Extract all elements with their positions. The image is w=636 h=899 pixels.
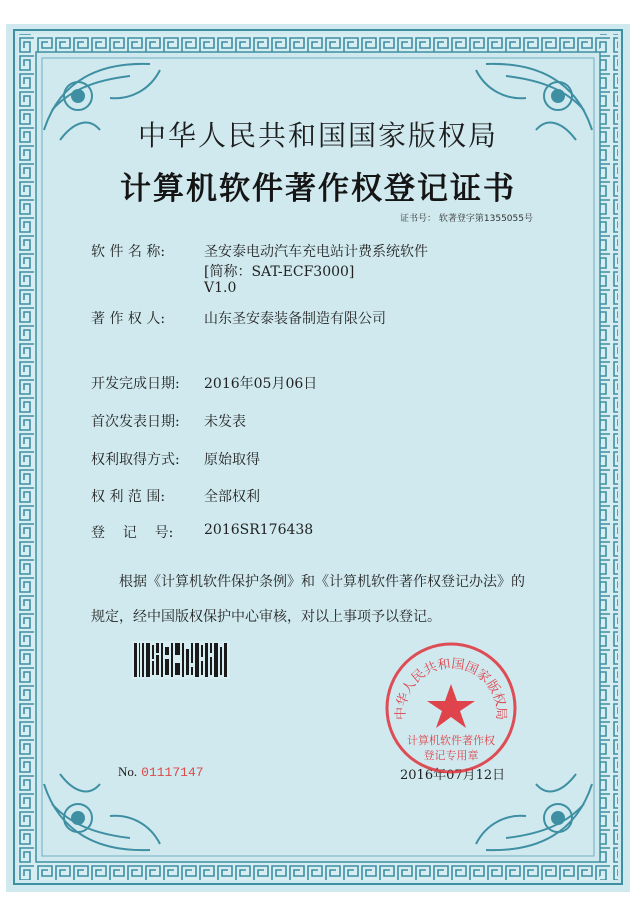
serial-number-value: 01117147 — [141, 765, 204, 780]
serial-number — [118, 764, 204, 780]
certificate-number-value: 软著登字第1355055号 — [438, 214, 533, 224]
seal-star-icon — [427, 684, 475, 728]
owner-row — [91, 308, 386, 328]
registration-number-row — [91, 522, 314, 542]
registration-number-value: 2016SR176438 — [204, 522, 314, 538]
body-text-line-1: 根据《计算机软件保护条例》和《计算机软件著作权登记办法》的 — [119, 574, 525, 590]
acquire-method-value: 原始取得 — [204, 452, 260, 468]
dev-date-value: 2016年05月06日 — [204, 376, 318, 392]
barcode-image — [132, 641, 230, 679]
rights-scope-label: 权 利 范 围: — [91, 489, 166, 505]
serial-number-label: No. — [118, 764, 138, 779]
owner-label: 著 作 权 人: — [91, 311, 166, 327]
seal-ring-text: 中华人民共和国国家版权局 — [393, 656, 509, 721]
software-name-label: 软 件 名 称: — [91, 244, 166, 260]
body-text-line-2: 规定，经中国版权保护中心审核，对以上事项予以登记。 — [91, 609, 441, 625]
software-version: V1.0 — [204, 280, 237, 296]
software-name-value: 圣安泰电动汽车充电站计费系统软件 — [204, 244, 428, 260]
software-short-name: [简称：SAT-ECF3000] — [204, 264, 355, 280]
acquire-method-label: 权利取得方式: — [91, 452, 180, 468]
official-seal — [383, 640, 519, 776]
publish-date-label: 首次发表日期: — [91, 414, 180, 430]
dev-date-label: 开发完成日期: — [91, 376, 180, 392]
owner-value: 山东圣安泰装备制造有限公司 — [204, 311, 386, 327]
dev-date-row — [91, 373, 318, 393]
seal-line-2: 登记专用章 — [423, 749, 479, 762]
publish-date-row — [91, 411, 246, 431]
acquire-method-row — [91, 449, 260, 469]
certificate-number-label: 证书号： — [400, 214, 437, 224]
issuer-title: 中华人民共和国国家版权局 — [137, 119, 498, 152]
issue-date: 2016年07月12日 — [400, 768, 506, 783]
seal-line-1: 计算机软件著作权 — [407, 734, 495, 747]
publish-date-value: 未发表 — [204, 414, 246, 430]
rights-scope-value: 全部权利 — [204, 489, 260, 505]
certificate-number — [400, 211, 533, 224]
certificate-title: 计算机软件著作权登记证书 — [120, 171, 516, 207]
rights-scope-row — [91, 486, 260, 506]
software-name-row — [91, 241, 428, 261]
registration-number-label: 登 记 号: — [91, 525, 174, 541]
